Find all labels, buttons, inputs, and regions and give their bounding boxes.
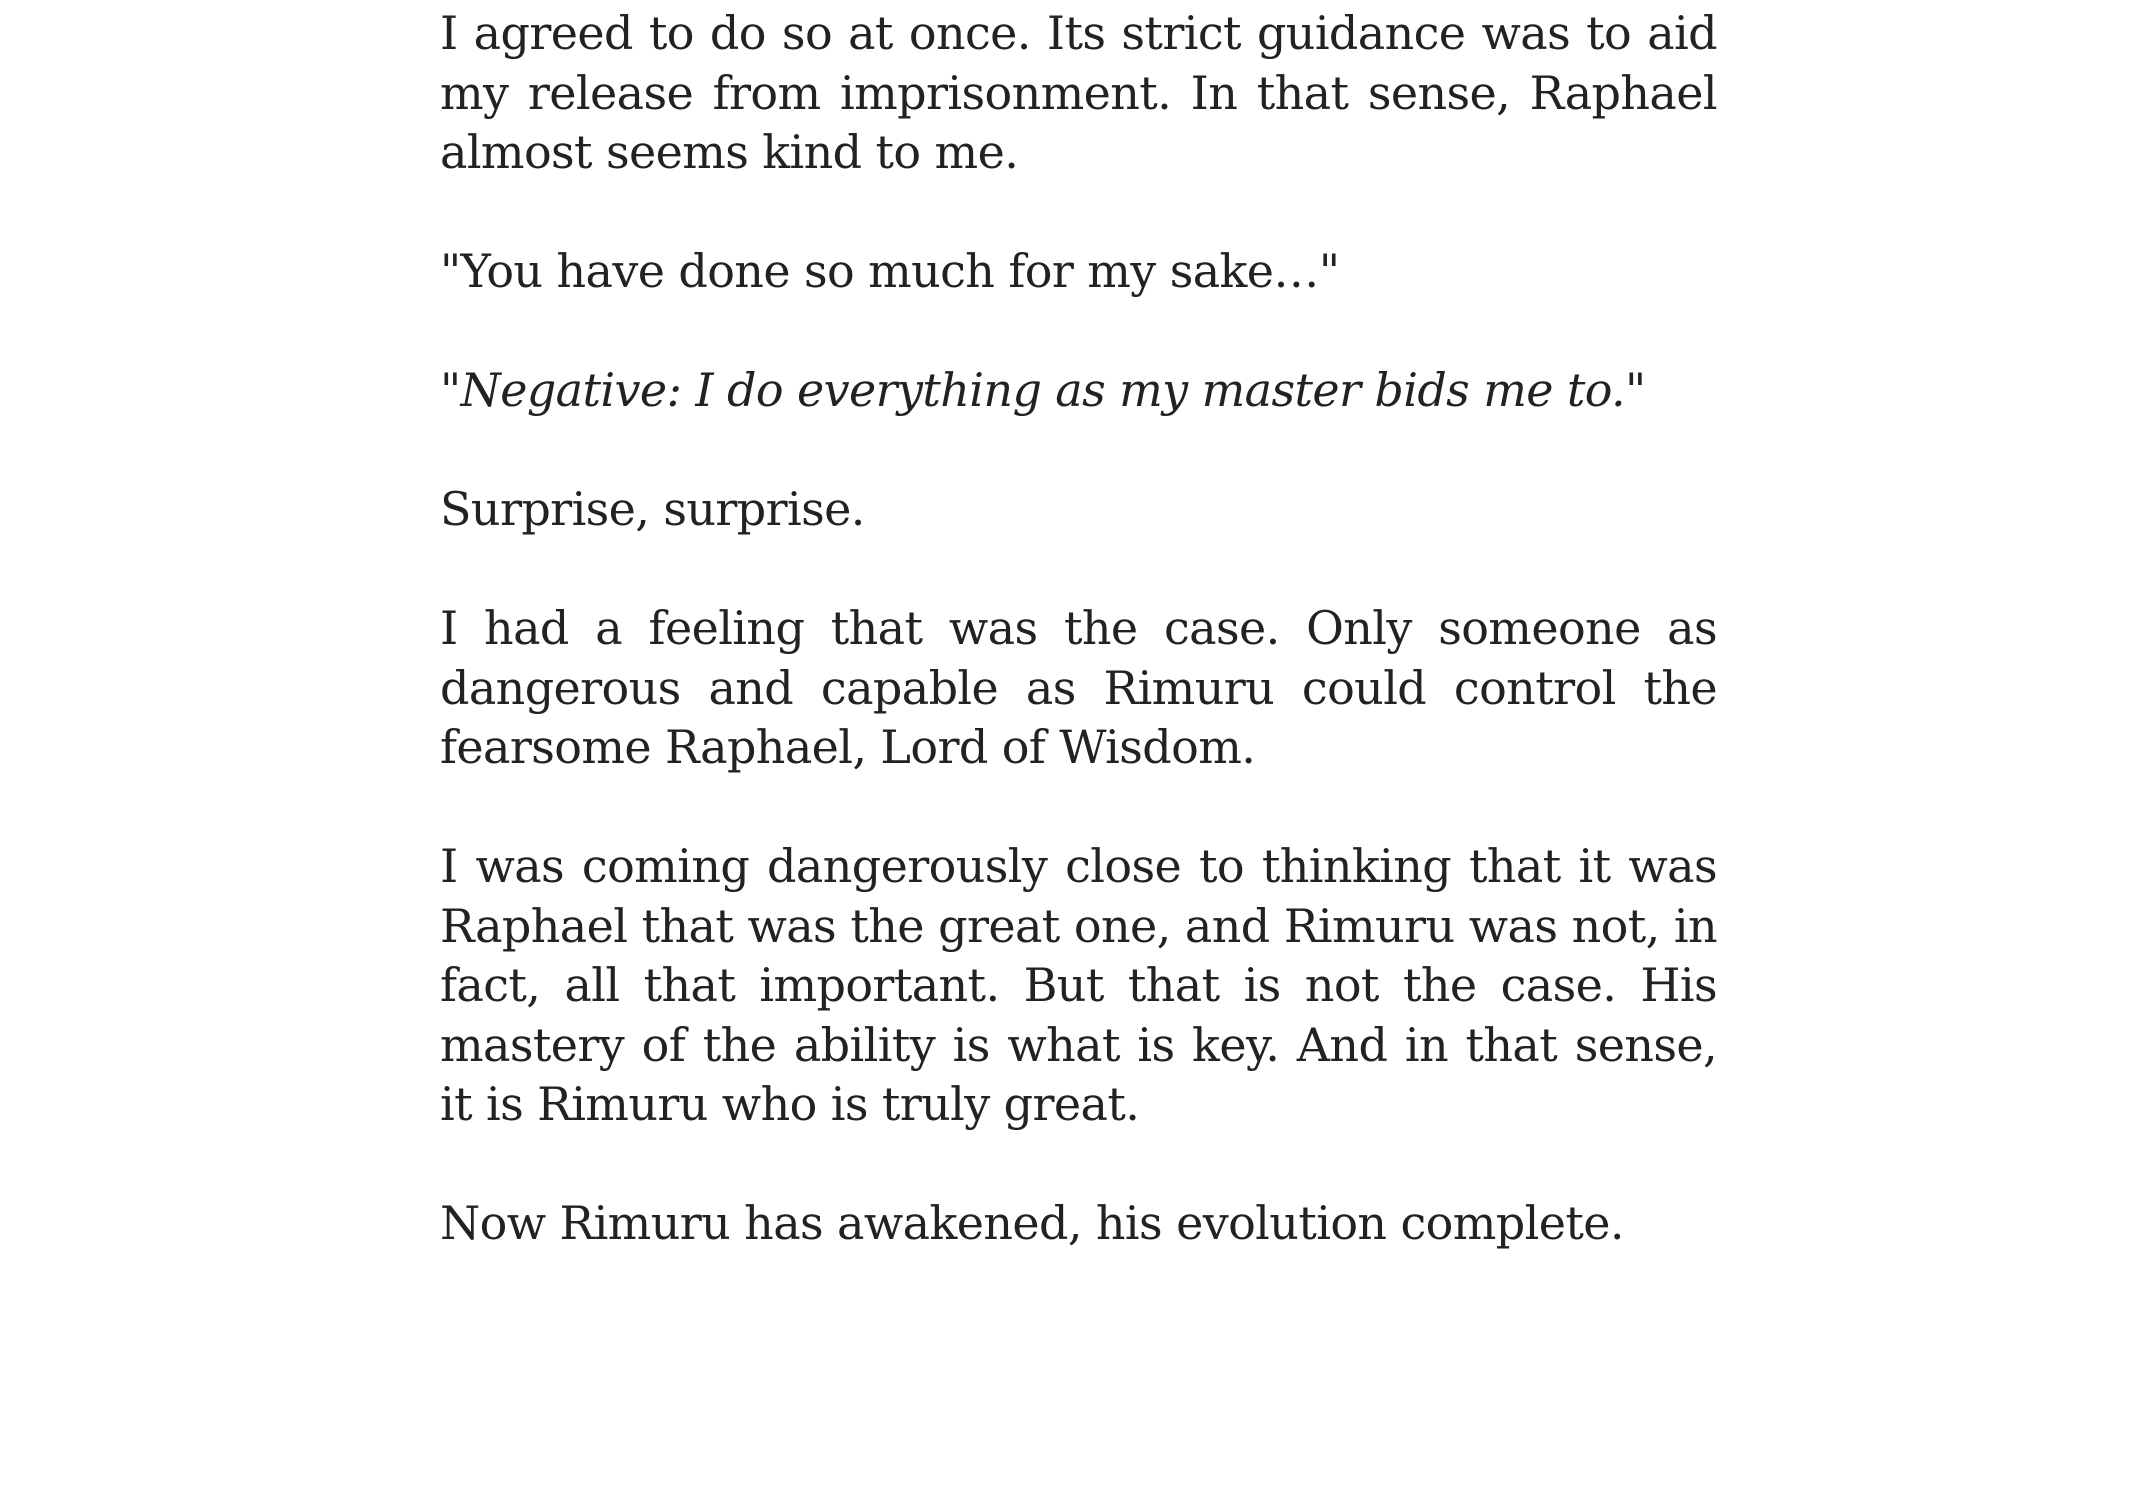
paragraph-3-italic-dialogue: "Negative: I do everything as my master bids me to." xyxy=(440,363,1646,417)
paragraph-7: Now Rimuru has awakened, his evolution complete. xyxy=(440,1196,1624,1250)
paragraph-2-dialogue: "You have done so much for my sake…" xyxy=(440,244,1340,298)
paragraph-5: I had a feeling that was the case. Only someone as dangerous and capable as Rimuru could control the fearsome Raphael, Lord of Wisdom. xyxy=(440,601,1717,774)
paragraph-4: Surprise, surprise. xyxy=(440,482,865,536)
paragraph-6: I was coming dangerously close to thinking that it was Raphael that was the great one, and Rimuru was not, in fact, all that important. But that is not the case. His mastery of the ability is what is key. And in that sense, it is Rimuru who is truly great. xyxy=(440,839,1717,1131)
body-text xyxy=(440,4,1717,1313)
paragraph-1: I agreed to do so at once. Its strict guidance was to aid my release from imprisonment. In that sense, Raphael almost seems kind to me. xyxy=(440,6,1717,179)
